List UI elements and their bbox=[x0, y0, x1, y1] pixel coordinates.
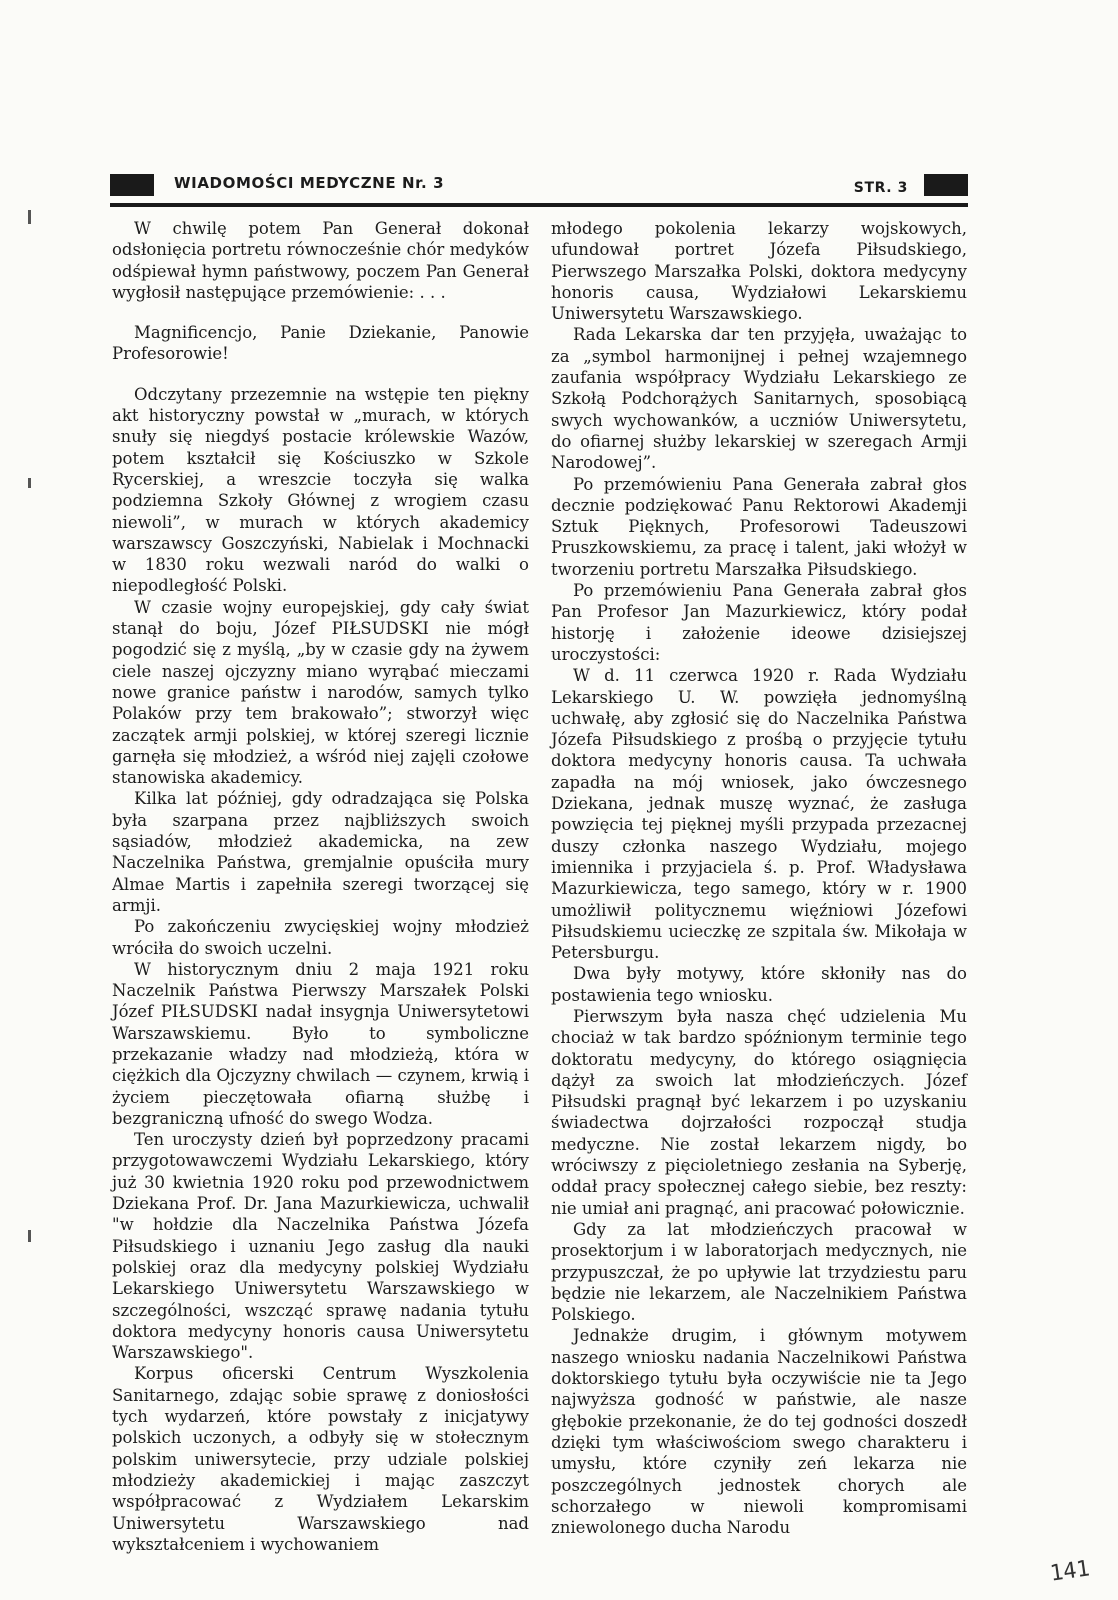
page-number: STR. 3 bbox=[853, 180, 908, 196]
page-header bbox=[110, 172, 968, 200]
left-column bbox=[112, 218, 529, 1555]
paragraph: Ten uroczysty dzień był poprzedzony pracami przygotowawczemi Wydziału Lekarskiego, który już 30 kwietnia 1920 roku pod przewodnictwem Dziekana Prof. Dr. Jana Mazurkiewicza, uchwalił "w hołdzie dla Naczelnika Państwa Józefa Piłsudskiego i uznaniu Jego zasług dla nauki polskiej oraz dla medycyny polskiej Wydziału Lekarskiego Uniwersytetu Warszawskiego w szczególności, wszcząć sprawę nadania tytułu doktora medycyny honoris causa Uniwersytetu Warszawskiego". bbox=[112, 1130, 529, 1363]
salutation: Magnificencjo, Panie Dziekanie, Panowie Profesorowie! bbox=[112, 323, 529, 364]
paragraph: Rada Lekarska dar ten przyjęła, uważając to za „symbol harmonijnej i pełnej wzajemnego zaufania współpracy Wydziału Lekarskiego ze Szkołą Podchorążych Sanitarnych, sposobiącą swych wychowanków, a uczniów Uniwersytetu, do ofiarnej służby lekarskiej w szeregach Armji Narodowej”. bbox=[551, 325, 967, 473]
paragraph: W historycznym dniu 2 maja 1921 roku Naczelnik Państwa Pierwszy Marszałek Polski Józef PIŁSUDSKI nadał insygnja Uniwersytetowi Warszawskiemu. Było to symboliczne przekazanie władzy nad młodzieżą, która w ciężkich dla Ojczyzny chwilach — czynem, krwią i życiem pieczętowała ofiarną służbę i bezgraniczną ufność do swego Wodza. bbox=[112, 959, 529, 1128]
paragraph: Po przemówieniu Pana Generała zabrał głos decznie podziękować Panu Rektorowi Akademji Sztuk Pięknych, Profesorowi Tadeuszowi Pruszkowskiemu, za pracę i talent, jaki włożył w tworzeniu portretu Marszałka Piłsudskiego. bbox=[551, 474, 967, 579]
paragraph: W chwilę potem Pan Generał dokonał odsłonięcia portretu równocześnie chór medyków odśpiewał hymn państwowy, poczem Pan Generał wygłosił następujące przemówienie: . . . bbox=[112, 219, 529, 302]
header-right-block bbox=[924, 174, 968, 196]
handwritten-page-number: 141 bbox=[1048, 1556, 1092, 1587]
header-left-block bbox=[110, 174, 154, 196]
paragraph: Korpus oficerski Centrum Wyszkolenia Sanitarnego, zdając sobie sprawę z doniosłości tych wydarzeń, które powstały z inicjatywy polskich uczonych, a odbyły się w stołecznym polskim uniwersytecie, przy udziale polskiej młodzieży akademickiej i mając zaszczyt współpracować z Wydziałem Lekarskim Uniwersytetu Warszawskiego nad wykształceniem i wychowaniem bbox=[112, 1364, 529, 1554]
margin-tick bbox=[28, 1230, 31, 1242]
paragraph: Kilka lat później, gdy odradzająca się Polska była szarpana przez najbliższych swoich sąsiadów, młodzież akademicka, na zew Naczelnika Państwa, gremjalnie opuściła mury Almae Martis i zapełniła szeregi tworzącej się armji. bbox=[112, 789, 529, 915]
paragraph: Jednakże drugim, i głównym motywem naszego wniosku nadania Naczelnikowi Państwa doktorskiego tytułu była oczywiście nie ta Jego najwyższa godność w państwie, ale nasze głębokie przekonanie, że do tej godności doszedł dzięki tym właściwościom swego charakteru i umysłu, które czyniły zeń lekarza nie poszczególnych jednostek chorych ale schorzałego w niewoli kompromisami zniewolonego ducha Narodu bbox=[551, 1326, 967, 1538]
margin-tick bbox=[28, 478, 31, 488]
journal-title: WIADOMOŚCI MEDYCZNE Nr. 3 bbox=[174, 174, 445, 192]
paragraph: Dwa były motywy, które skłoniły nas do postawienia tego wniosku. bbox=[551, 964, 967, 1005]
paragraph: Gdy za lat młodzieńczych pracował w prosektorjum i w laboratorjach medycznych, nie przypuszczał, że po upływie lat trzydziestu paru będzie nie lekarzem, ale Naczelnikiem Państwa Polskiego. bbox=[551, 1219, 967, 1325]
paragraph: Po przemówieniu Pana Generała zabrał głos Pan Profesor Jan Mazurkiewicz, który podał historję i założenie ideowe dzisiejszej uroczystości: bbox=[551, 581, 967, 664]
right-column bbox=[551, 218, 967, 1538]
paragraph: młodego pokolenia lekarzy wojskowych, ufundował portret Józefa Piłsudskiego, Pierwszego Marszałka Polski, doktora medycyny honoris causa, Wydziałowi Lekarskiemu Uniwersytetu Warszawskiego. bbox=[551, 219, 967, 324]
paragraph: W d. 11 czerwca 1920 r. Rada Wydziału Lekarskiego U. W. powzięła jednomyślną uchwałę, aby zgłosić się do Naczelnika Państwa Józefa Piłsudskiego z prośbą o przyjęcie tytułu doktora medycyny honoris causa. Ta uchwała zapadła na mój wniosek, jako ówczesnego Dziekana, jednak muszę wyznać, że zasługa powzięcia tej pięknej myśli przypada przezacnej duszy członka naszego Wydziału, mojego imiennika i przyjaciela ś. p. Prof. Władysława Mazurkiewicza, tego samego, który w r. 1900 umożliwił politycznemu więźniowi Józefowi Piłsudskiemu ucieczkę ze szpitala św. Mikołaja w Petersburgu. bbox=[551, 666, 967, 963]
paragraph: W czasie wojny europejskiej, gdy cały świat stanął do boju, Józef PIŁSUDSKI nie mógł pogodzić się z myślą, „by w czasie gdy na żywem ciele naszej ojczyzny miano wyrąbać mieczami nowe granice państw i narodów, samych tylko Polaków przy tem brakowało”; stworzył więc zaczątek armji polskiej, w której szeregi licznie garnęła się młodzież, a wśród niej zajęli czołowe stanowiska akademicy. bbox=[112, 597, 529, 788]
margin-tick bbox=[28, 210, 31, 224]
paragraph: Pierwszym była nasza chęć udzielenia Mu chociaż w tak bardzo spóźnionym terminie tego doktoratu medycyny, do którego osiągnięcia dążył za swoich lat młodzieńczych. Józef Piłsudski pragnął być lekarzem i po uzyskaniu świadectwa dojrzałości rozpoczął studja medyczne. Nie został lekarzem nigdy, bo wróciwszy z pięcioletniego zesłania na Syberję, oddał pracy społecznej całego siebie, bez reszty: nie umiał ani pragnąć, ani pracować połowicznie. bbox=[551, 1006, 967, 1218]
paragraph: Odczytany przezemnie na wstępie ten piękny akt historyczny powstał w „murach, w których snuły się niegdyś postacie królewskie Wazów, potem kształcił się Kościuszko w Szkole Rycerskiej, a wreszcie toczyła się walka podziemna Szkoły Głównej z wrogiem czasu niewoli”, w murach w których akademicy warszawscy Goszczyński, Nabielak i Mochnacki w 1830 roku wezwali naród do walki o niepodległość Polski. bbox=[112, 384, 529, 596]
paragraph: Po zakończeniu zwycięskiej wojny młodzież wróciła do swoich uczelni. bbox=[112, 917, 529, 958]
header-rule bbox=[110, 203, 968, 207]
